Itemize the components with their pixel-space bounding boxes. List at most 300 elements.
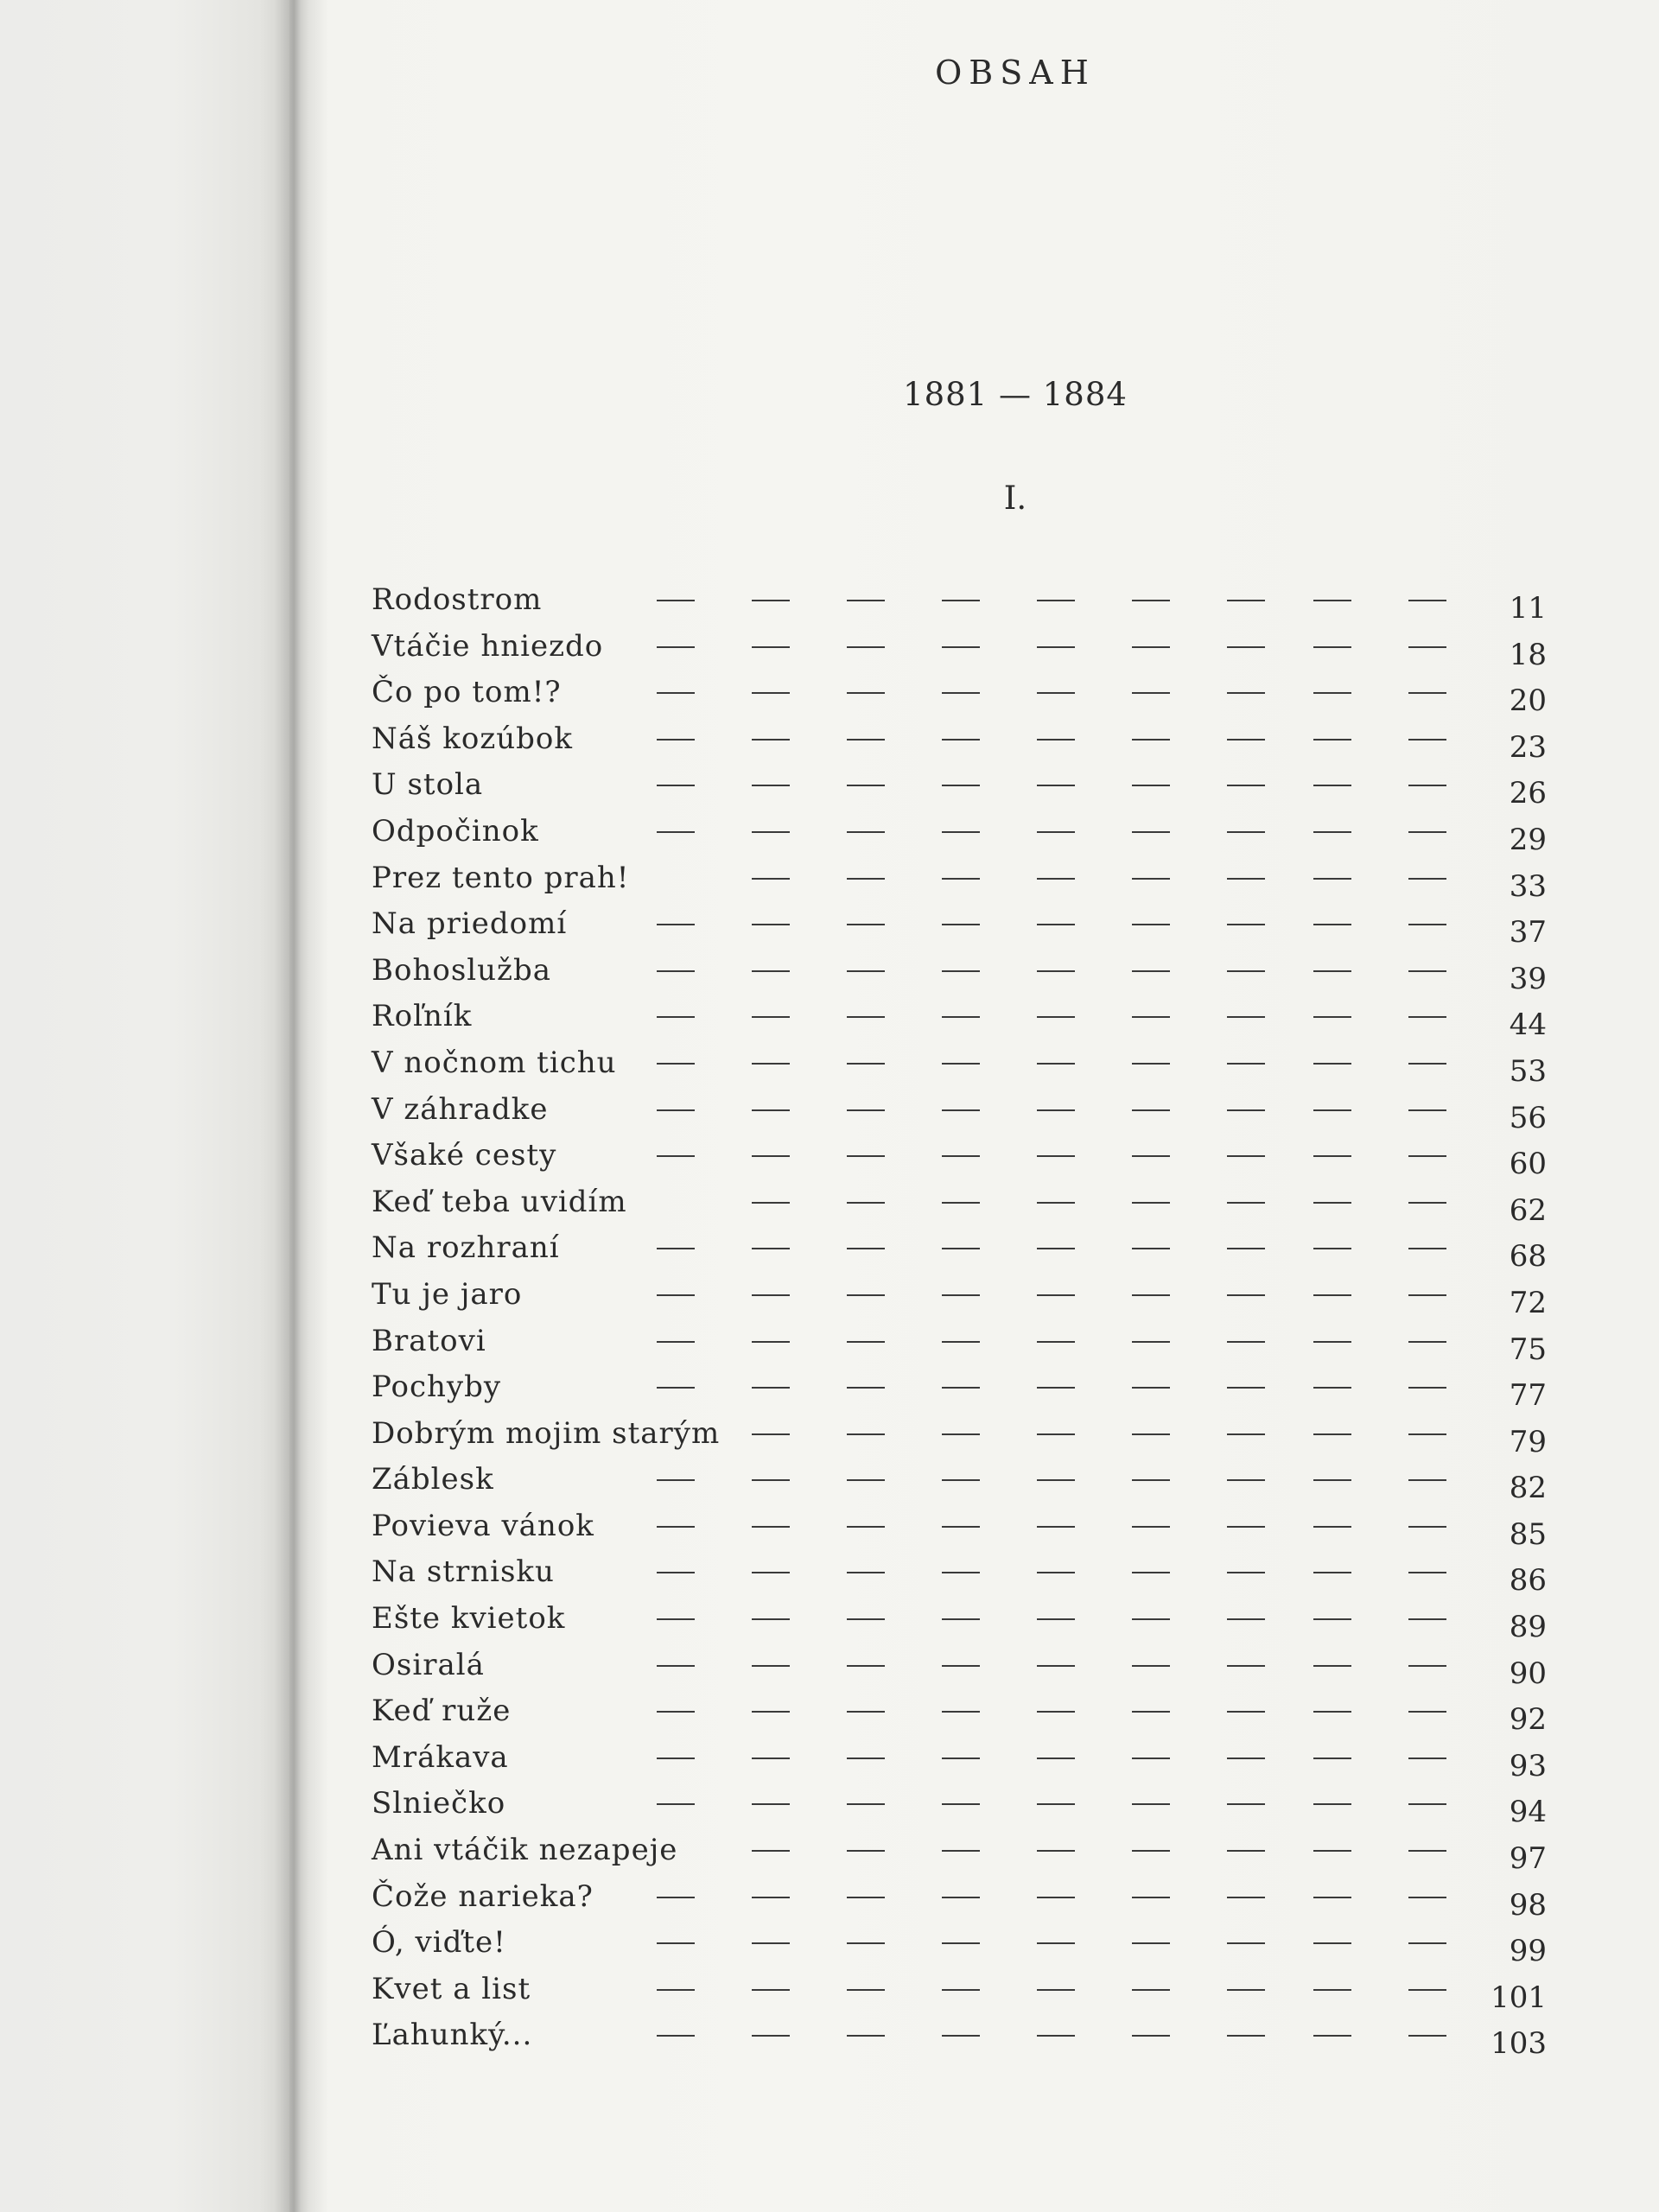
leader-dash xyxy=(942,1526,980,1528)
leader-dash xyxy=(1227,924,1265,925)
leader-dash xyxy=(942,1479,980,1481)
toc-entry xyxy=(372,1735,1547,1782)
leader-dash xyxy=(847,1758,885,1759)
leader-dash xyxy=(1313,1387,1351,1389)
leader-dash xyxy=(1227,1479,1265,1481)
leader-dash xyxy=(1132,1155,1170,1157)
leader-dash xyxy=(657,600,695,601)
leader-dash xyxy=(847,1479,885,1481)
leader-dash xyxy=(1313,1479,1351,1481)
leader-dash xyxy=(1037,1063,1075,1065)
leader-dash xyxy=(847,878,885,880)
leader-dash xyxy=(1408,1433,1446,1435)
leader-dash xyxy=(1132,1711,1170,1713)
leader-dash xyxy=(752,1063,790,1065)
leader-dash xyxy=(752,924,790,925)
leader-dash xyxy=(1132,1341,1170,1343)
leader-dash xyxy=(942,1897,980,1898)
toc-entry-page: 44 xyxy=(1509,1007,1547,1043)
leader-dash xyxy=(752,1109,790,1111)
toc-entry-page: 56 xyxy=(1509,1100,1547,1135)
leader-dash xyxy=(657,970,695,972)
leader-dash xyxy=(942,646,980,648)
leader-dash xyxy=(1313,1109,1351,1111)
leader-dash xyxy=(1037,1572,1075,1573)
leader-dash xyxy=(1227,878,1265,880)
leader-dash xyxy=(1132,1479,1170,1481)
leader-dash xyxy=(942,1572,980,1573)
leader-dash xyxy=(847,1433,885,1435)
leader-dash xyxy=(1408,1479,1446,1481)
leader-dash xyxy=(657,1248,695,1249)
toc-entry-title: Mrákava xyxy=(372,1739,509,1775)
leader-dash xyxy=(1313,739,1351,741)
leader-dash xyxy=(1132,1850,1170,1852)
leader-dash xyxy=(657,1294,695,1296)
leader-dash xyxy=(1408,1758,1446,1759)
leader-dash xyxy=(657,1479,695,1481)
leader-dash xyxy=(1408,1711,1446,1713)
leader-dash xyxy=(942,1665,980,1667)
leader-dash xyxy=(1037,600,1075,601)
leader-dash xyxy=(1132,878,1170,880)
toc-entry xyxy=(372,1688,1547,1738)
leader-dash xyxy=(1227,1758,1265,1759)
leader-dash xyxy=(847,1248,885,1249)
leader-dash xyxy=(1037,785,1075,786)
leader-dash xyxy=(1313,1803,1351,1805)
leader-dash xyxy=(847,1294,885,1296)
leader-dash xyxy=(657,692,695,694)
leader-dash xyxy=(847,1850,885,1852)
leader-dash xyxy=(847,1155,885,1157)
leader-dash xyxy=(942,1155,980,1157)
leader-dash xyxy=(1227,1155,1265,1157)
leader-dash xyxy=(1037,1618,1075,1620)
leader-dash xyxy=(1313,1341,1351,1343)
toc-entry-page: 60 xyxy=(1509,1147,1547,1182)
toc-entry-title: Slniečko xyxy=(372,1786,506,1821)
toc-entry-page: 72 xyxy=(1509,1285,1547,1320)
toc-entry-title: Keď ruže xyxy=(372,1694,512,1729)
part-heading: I. xyxy=(1003,480,1027,517)
toc-entry-page: 53 xyxy=(1509,1053,1547,1089)
leader-dash xyxy=(847,1897,885,1898)
leader-dash xyxy=(1132,785,1170,786)
toc-entry-page: 68 xyxy=(1509,1239,1547,1274)
toc-entry xyxy=(372,1781,1547,1830)
leader-dash xyxy=(752,1341,790,1343)
leader-dash xyxy=(1408,924,1446,925)
leader-dash xyxy=(942,1942,980,1944)
leader-dash xyxy=(1037,692,1075,694)
leader-dash xyxy=(1132,2035,1170,2037)
leader-dash xyxy=(752,1989,790,1991)
leader-dash xyxy=(1408,1248,1446,1249)
leader-dash xyxy=(847,1341,885,1343)
leader-dash xyxy=(847,692,885,694)
leader-dash xyxy=(1227,1897,1265,1898)
leader-dash xyxy=(1037,1711,1075,1713)
toc-entry-title: Čože narieka? xyxy=(372,1878,594,1914)
leader-dash xyxy=(1408,1155,1446,1157)
leader-dash xyxy=(1313,924,1351,925)
leader-dash xyxy=(1408,1897,1446,1898)
leader-dash xyxy=(1132,831,1170,833)
leader-dash xyxy=(1227,1387,1265,1389)
leader-dash xyxy=(1313,1665,1351,1667)
leader-dash xyxy=(1408,692,1446,694)
toc-entry-page: 62 xyxy=(1509,1192,1547,1228)
toc-entry xyxy=(372,624,1547,671)
leader-dash xyxy=(1408,831,1446,833)
toc-entry-title: Bratovi xyxy=(372,1323,486,1358)
leader-dash xyxy=(1408,739,1446,741)
leader-dash xyxy=(1132,1572,1170,1573)
leader-dash xyxy=(942,831,980,833)
leader-dash xyxy=(657,1526,695,1528)
toc-entry-title: Ani vtáčik nezapeje xyxy=(372,1833,678,1868)
leader-dash xyxy=(1313,1618,1351,1620)
leader-dash xyxy=(1227,1665,1265,1667)
leader-dash xyxy=(752,739,790,741)
leader-dash xyxy=(1132,600,1170,601)
leader-dash xyxy=(942,1989,980,1991)
toc-entry-page: 99 xyxy=(1509,1934,1547,1969)
leader-dash xyxy=(1313,1989,1351,1991)
leader-dash xyxy=(1132,1989,1170,1991)
toc-entry xyxy=(372,1549,1547,1599)
leader-dash xyxy=(1313,1850,1351,1852)
leader-dash xyxy=(1037,1294,1075,1296)
leader-dash xyxy=(1313,692,1351,694)
toc-entry-page: 79 xyxy=(1509,1424,1547,1459)
toc-entry-page: 94 xyxy=(1509,1795,1547,1830)
leader-dash xyxy=(1037,1109,1075,1111)
leader-dash xyxy=(942,1850,980,1852)
leader-dash xyxy=(847,1711,885,1713)
leader-dash xyxy=(1313,831,1351,833)
leader-dash xyxy=(657,831,695,833)
leader-dash xyxy=(1227,2035,1265,2037)
leader-dash xyxy=(1227,1016,1265,1018)
leader-dash xyxy=(752,970,790,972)
leader-dash xyxy=(942,600,980,601)
leader-dash xyxy=(752,831,790,833)
leader-dash xyxy=(1227,1572,1265,1573)
leader-dash xyxy=(1408,1063,1446,1065)
leader-dash xyxy=(1313,646,1351,648)
leader-dash xyxy=(1132,1016,1170,1018)
leader-dash xyxy=(1037,1433,1075,1435)
toc-entry-title: Na strnisku xyxy=(372,1554,555,1590)
toc-entry-page: 90 xyxy=(1509,1656,1547,1691)
leader-dash xyxy=(1037,1202,1075,1204)
toc-entry-title: Ľahunký... xyxy=(372,2018,533,2053)
toc-entry-page: 26 xyxy=(1509,776,1547,811)
leader-dash xyxy=(1313,1711,1351,1713)
page-title: OBSAH xyxy=(935,54,1096,92)
leader-dash xyxy=(1313,1433,1351,1435)
toc-entry xyxy=(372,1596,1547,1643)
leader-dash xyxy=(1132,1202,1170,1204)
leader-dash xyxy=(847,2035,885,2037)
toc-entry-title: Keď teba uvidím xyxy=(372,1184,627,1219)
leader-dash xyxy=(657,1665,695,1667)
leader-dash xyxy=(1408,878,1446,880)
leader-dash xyxy=(1227,1063,1265,1065)
toc-entry xyxy=(372,670,1547,719)
leader-dash xyxy=(1037,1341,1075,1343)
toc-entry xyxy=(372,1040,1547,1087)
toc-entry-page: 39 xyxy=(1509,961,1547,996)
toc-entry-title: Čo po tom!? xyxy=(372,675,562,710)
leader-dash xyxy=(847,1109,885,1111)
leader-dash xyxy=(752,1016,790,1018)
toc-entry xyxy=(372,1967,1547,2013)
leader-dash xyxy=(1313,2035,1351,2037)
leader-dash xyxy=(1132,1109,1170,1111)
leader-dash xyxy=(1037,1665,1075,1667)
leader-dash xyxy=(1227,739,1265,741)
leader-dash xyxy=(1227,1989,1265,1991)
toc-entry-page: 97 xyxy=(1509,1841,1547,1877)
leader-dash xyxy=(1313,878,1351,880)
leader-dash xyxy=(657,1155,695,1157)
leader-dash xyxy=(752,1433,790,1435)
toc-entry-page: 85 xyxy=(1509,1516,1547,1552)
leader-dash xyxy=(752,1387,790,1389)
leader-dash xyxy=(1037,970,1075,972)
leader-dash xyxy=(1408,2035,1446,2037)
leader-dash xyxy=(942,1711,980,1713)
leader-dash xyxy=(1408,1850,1446,1852)
leader-dash xyxy=(752,1155,790,1157)
leader-dash xyxy=(1037,1850,1075,1852)
leader-dash xyxy=(1227,831,1265,833)
leader-dash xyxy=(942,1016,980,1018)
toc-entry-page: 20 xyxy=(1509,683,1547,719)
toc-entry-title: Vtáčie hniezdo xyxy=(372,628,604,664)
leader-dash xyxy=(657,1016,695,1018)
leader-dash xyxy=(1037,739,1075,741)
leader-dash xyxy=(847,831,885,833)
toc-entry-title: Náš kozúbok xyxy=(372,721,573,756)
toc-entry xyxy=(372,716,1547,763)
leader-dash xyxy=(1227,1248,1265,1249)
toc-entry xyxy=(372,1503,1547,1550)
leader-dash xyxy=(657,1572,695,1573)
leader-dash xyxy=(847,1942,885,1944)
toc-entry-title: V nočnom tichu xyxy=(372,1045,617,1080)
leader-dash xyxy=(1227,970,1265,972)
leader-dash xyxy=(657,785,695,786)
leader-dash xyxy=(1037,1897,1075,1898)
toc-entry xyxy=(372,577,1547,624)
leader-dash xyxy=(1132,1665,1170,1667)
leader-dash xyxy=(657,924,695,925)
leader-dash xyxy=(1227,1341,1265,1343)
leader-dash xyxy=(1132,692,1170,694)
leader-dash xyxy=(1037,831,1075,833)
toc-entry-title: Kvet a list xyxy=(372,1971,531,2006)
leader-dash xyxy=(1132,970,1170,972)
leader-dash xyxy=(847,739,885,741)
leader-dash xyxy=(1408,1526,1446,1528)
toc-entry-page: 101 xyxy=(1491,1980,1547,2015)
leader-dash xyxy=(942,1758,980,1759)
toc-entry-page: 11 xyxy=(1509,591,1547,626)
leader-dash xyxy=(1037,1942,1075,1944)
leader-dash xyxy=(847,924,885,925)
leader-dash xyxy=(752,785,790,786)
leader-dash xyxy=(1313,1016,1351,1018)
leader-dash xyxy=(1408,1341,1446,1343)
leader-dash xyxy=(1132,739,1170,741)
leader-dash xyxy=(847,600,885,601)
leader-dash xyxy=(1132,924,1170,925)
leader-dash xyxy=(1313,1063,1351,1065)
leader-dash xyxy=(1227,1433,1265,1435)
leader-dash xyxy=(1313,1526,1351,1528)
leader-dash xyxy=(752,1248,790,1249)
leader-dash xyxy=(1408,1387,1446,1389)
toc-entry xyxy=(372,1319,1547,1365)
leader-dash xyxy=(942,1387,980,1389)
toc-entry-title: Pochyby xyxy=(372,1370,502,1405)
leader-dash xyxy=(1408,1618,1446,1620)
toc-entry-title: Povieva vánok xyxy=(372,1508,594,1543)
leader-dash xyxy=(1227,1711,1265,1713)
leader-dash xyxy=(657,1341,695,1343)
leader-dash xyxy=(1132,1248,1170,1249)
toc-entry-title: V záhradke xyxy=(372,1091,549,1127)
leader-dash xyxy=(1132,1387,1170,1389)
leader-dash xyxy=(847,1989,885,1991)
leader-dash xyxy=(942,692,980,694)
leader-dash xyxy=(1408,1109,1446,1111)
leader-dash xyxy=(1408,646,1446,648)
leader-dash xyxy=(1313,1572,1351,1573)
toc-entry-page: 86 xyxy=(1509,1563,1547,1599)
toc-entry-page: 75 xyxy=(1509,1332,1547,1367)
leader-dash xyxy=(942,1433,980,1435)
period-heading: 1881 — 1884 xyxy=(903,376,1128,413)
leader-dash xyxy=(1037,1989,1075,1991)
toc-entry-page: 77 xyxy=(1509,1378,1547,1414)
leader-dash xyxy=(942,878,980,880)
toc-entry xyxy=(372,1225,1547,1272)
leader-dash xyxy=(1408,600,1446,601)
leader-dash xyxy=(847,970,885,972)
toc-entry xyxy=(372,1364,1547,1414)
leader-dash xyxy=(942,970,980,972)
leader-dash xyxy=(1037,924,1075,925)
leader-dash xyxy=(1313,1155,1351,1157)
leader-dash xyxy=(752,1711,790,1713)
leader-dash xyxy=(1132,1294,1170,1296)
toc-entry-page: 89 xyxy=(1509,1610,1547,1645)
leader-dash xyxy=(942,1248,980,1249)
leader-dash xyxy=(1037,1016,1075,1018)
leader-dash xyxy=(752,1526,790,1528)
leader-dash xyxy=(1037,1758,1075,1759)
leader-dash xyxy=(752,1202,790,1204)
toc-entry-page: 33 xyxy=(1509,868,1547,904)
leader-dash xyxy=(752,2035,790,2037)
toc-entry xyxy=(372,1133,1547,1182)
leader-dash xyxy=(1227,1803,1265,1805)
toc-entry xyxy=(372,1874,1547,1921)
toc-entry xyxy=(372,1827,1547,1877)
left-page xyxy=(0,0,289,2212)
leader-dash xyxy=(1132,1526,1170,1528)
leader-dash xyxy=(657,1109,695,1111)
toc-entry-title: Osiralá xyxy=(372,1647,485,1682)
leader-dash xyxy=(752,878,790,880)
leader-dash xyxy=(1313,1942,1351,1944)
leader-dash xyxy=(1132,1433,1170,1435)
toc-list xyxy=(372,577,1547,2062)
leader-dash xyxy=(1227,1294,1265,1296)
leader-dash xyxy=(657,1803,695,1805)
leader-dash xyxy=(1227,1850,1265,1852)
toc-entry xyxy=(372,1643,1547,1689)
leader-dash xyxy=(1037,2035,1075,2037)
toc-entry-title: Rodostrom xyxy=(372,582,543,617)
leader-dash xyxy=(1227,692,1265,694)
leader-dash xyxy=(1408,1942,1446,1944)
toc-entry-title: Všaké cesty xyxy=(372,1138,557,1173)
leader-dash xyxy=(1037,646,1075,648)
leader-dash xyxy=(657,1897,695,1898)
toc-entry-title: Ó, viďte! xyxy=(372,1925,506,1961)
leader-dash xyxy=(1227,646,1265,648)
leader-dash xyxy=(1037,1155,1075,1157)
toc-entry-page: 82 xyxy=(1509,1471,1547,1506)
leader-dash xyxy=(1132,1803,1170,1805)
toc-entry xyxy=(372,1179,1547,1226)
toc-entry-title: Roľník xyxy=(372,999,473,1034)
leader-dash xyxy=(847,1572,885,1573)
leader-dash xyxy=(1227,1202,1265,1204)
toc-entry xyxy=(372,2012,1547,2062)
leader-dash xyxy=(847,1202,885,1204)
leader-dash xyxy=(1227,1942,1265,1944)
leader-dash xyxy=(657,1989,695,1991)
toc-entry-title: Záblesk xyxy=(372,1462,494,1497)
leader-dash xyxy=(657,1063,695,1065)
leader-dash xyxy=(752,1618,790,1620)
leader-dash xyxy=(1132,1758,1170,1759)
toc-entry xyxy=(372,855,1547,902)
leader-dash xyxy=(657,2035,695,2037)
toc-entry-page: 37 xyxy=(1509,915,1547,950)
toc-entry xyxy=(372,809,1547,855)
leader-dash xyxy=(847,1665,885,1667)
toc-entry-page: 18 xyxy=(1509,637,1547,672)
toc-entry-page: 103 xyxy=(1491,2026,1547,2062)
toc-entry-title: Ešte kvietok xyxy=(372,1601,566,1637)
leader-dash xyxy=(847,646,885,648)
toc-entry xyxy=(372,994,1547,1043)
leader-dash xyxy=(752,1665,790,1667)
leader-dash xyxy=(1408,1665,1446,1667)
leader-dash xyxy=(1313,1294,1351,1296)
leader-dash xyxy=(942,1202,980,1204)
toc-entry xyxy=(372,1457,1547,1506)
toc-entry-title: Bohoslužba xyxy=(372,952,551,988)
